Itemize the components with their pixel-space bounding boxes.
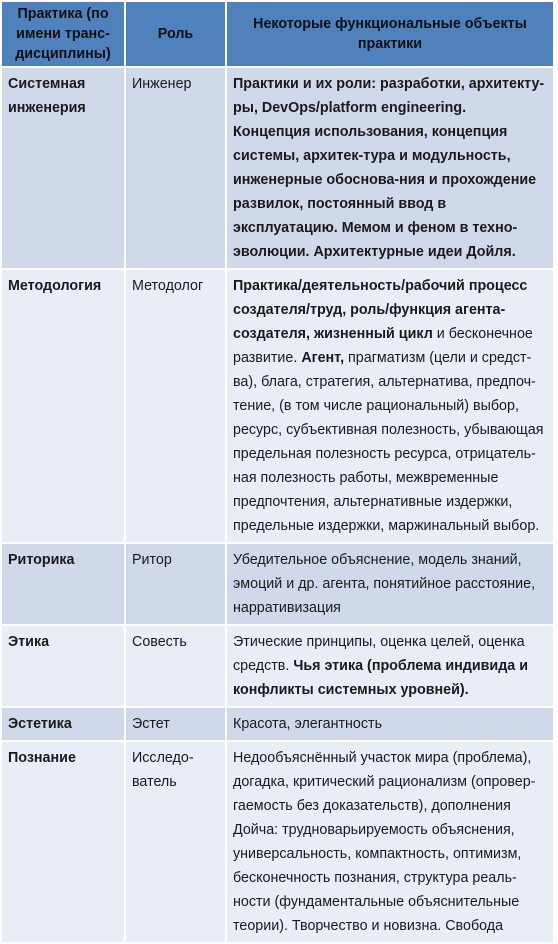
objects-cell	[226, 269, 554, 543]
practice-cell: Риторика	[1, 543, 125, 625]
table-row	[1, 707, 554, 741]
objects-text: Красота, элегантность	[233, 716, 383, 732]
objects-cell	[226, 67, 554, 269]
objects-cell	[226, 741, 554, 943]
role-cell: Ритор	[125, 543, 226, 625]
header-practice: Практика (по имени транс-дисциплины)	[1, 1, 125, 67]
table-row	[1, 269, 554, 543]
table-row	[1, 625, 554, 707]
table-row	[1, 67, 554, 269]
objects-text-bold: Практика/деятельность/рабочий процесс создателя/труд, роль/функция агента-создателя, жизненный цикл	[233, 278, 528, 342]
role-cell: Эстет	[125, 707, 226, 741]
practice-cell: Методология	[1, 269, 125, 543]
role-cell: Исследо-ватель	[125, 741, 226, 943]
practice-cell: Познание	[1, 741, 125, 943]
objects-text-bold: Чья этика (проблема индивида и конфликты системных уровней).	[233, 658, 529, 698]
header-row	[1, 1, 554, 67]
objects-text: прагматизм (цели и средст-ва), блага, стратегия, альтернатива, предпоч-тение, (в том числе рациональный) выбор, ресурс, субъективная полезность, убывающая предельная полезность ресурса, отрицатель-ная полезность работы, межвременные предпочтения, альтернативные издержки, предельные издержки, маржинальный выбор.	[233, 350, 544, 534]
objects-text-bold: Агент,	[301, 350, 345, 366]
objects-cell	[226, 543, 554, 625]
role-cell: Методолог	[125, 269, 226, 543]
table-row	[1, 741, 554, 943]
header-role: Роль	[125, 1, 226, 67]
objects-text-bold: Практики и их роли: разработки, архитекту-ры, DevOps/platform engineering. Концепция использования, концепция системы, архитек-тура и модульность, инженерные обоснова-ния и прохождение развилок, постоянный ввод в эксплуатацию. Мемом и феном в техно-эволюции. Архитектурные идеи Дойля.	[233, 76, 545, 260]
objects-text: и бесконечное развитие.	[233, 326, 533, 366]
objects-text: Этические принципы, оценка целей, оценка средств.	[233, 634, 525, 674]
table-row	[1, 543, 554, 625]
practice-cell: Этика	[1, 625, 125, 707]
objects-cell	[226, 625, 554, 707]
practice-cell: Системная инженерия	[1, 67, 125, 269]
header-objects: Некоторые функциональные объекты практики	[226, 1, 554, 67]
practice-cell: Эстетика	[1, 707, 125, 741]
objects-cell	[226, 707, 554, 741]
role-cell: Инженер	[125, 67, 226, 269]
role-cell: Совесть	[125, 625, 226, 707]
objects-text: Убедительное объяснение, модель знаний, эмоций и др. агента, понятийное расстояние, нарративизация	[233, 552, 536, 616]
objects-text: Недообъяснённый участок мира (проблема), догадка, критический рационализм (опровер-гаемость без доказательств), дополнения Дойча: трудноварьируемость объяснения, универсальность, компактность, оптимизм, бесконечность познания, структура реаль-ности (фундаментальные объяснительные теории). Творчество и новизна. Свобода	[233, 750, 536, 934]
